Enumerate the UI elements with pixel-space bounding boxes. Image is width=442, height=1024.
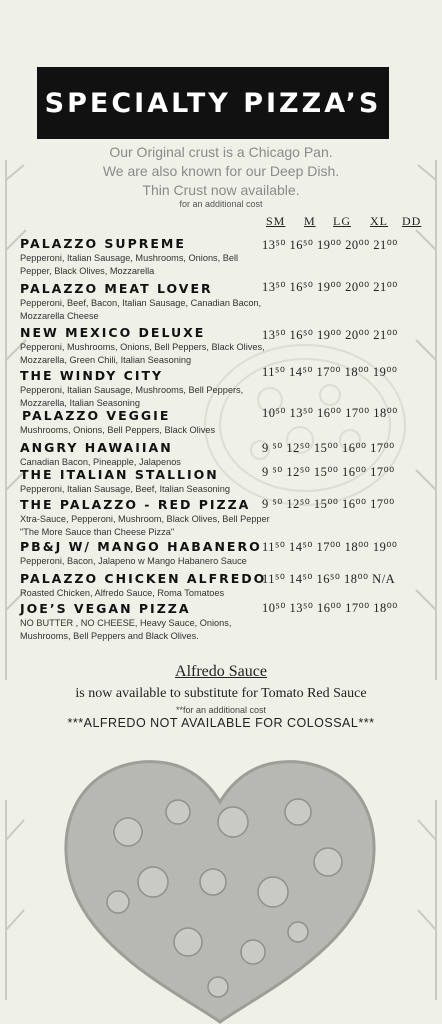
size-header-m: M: [304, 214, 316, 228]
thin-crust-info-line: Thin Crust now available.: [142, 182, 300, 198]
menu-item-prices: 11⁵⁰ 14⁵⁰ 17⁰⁰ 18⁰⁰ 19⁰⁰: [262, 365, 398, 379]
menu-item-prices: 9 ⁵⁰ 12⁵⁰ 15⁰⁰ 16⁰⁰ 17⁰⁰: [262, 465, 395, 479]
menu-item: [20, 539, 272, 568]
size-header-dd: DD: [402, 214, 422, 228]
alfredo-substitute-line: is now available to substitute for Tomato Red Sauce: [75, 686, 367, 701]
menu-item-name: THE WINDY CITY: [20, 368, 164, 383]
branch-right-bottom-decoration: [412, 800, 442, 1000]
menu-item-prices: 9 ⁵⁰ 12⁵⁰ 15⁰⁰ 16⁰⁰ 17⁰⁰: [262, 441, 395, 455]
menu-item: [20, 571, 272, 600]
menu-item-prices: 13⁵⁰ 16⁵⁰ 19⁰⁰ 20⁰⁰ 21⁰⁰: [262, 238, 398, 252]
menu-item-prices: 11⁵⁰ 14⁵⁰ 16⁵⁰ 18⁰⁰ N/A: [262, 572, 396, 586]
menu-item: [20, 236, 272, 278]
size-header-xl: XL: [370, 214, 388, 228]
alfredo-cost-note: **for an additional cost: [175, 705, 267, 715]
page-title: SPECIALTY PIZZA’S: [44, 87, 382, 119]
menu-item-name: NEW MEXICO DELUXE: [20, 325, 206, 340]
menu-item-description: Mushrooms, Onions, Bell Peppers, Black Olives: [20, 425, 216, 435]
menu-item-description: Pepperoni, Beef, Bacon, Italian Sausage, Canadian Bacon, Mozzarella Cheese: [20, 298, 262, 321]
menu-item-description: NO BUTTER , NO CHEESE, Heavy Sauce, Onions, Mushrooms, Bell Peppers and Black Olives.: [20, 618, 232, 641]
thin-crust-cost-note: for an additional cost: [179, 199, 263, 209]
menu-item-description: Canadian Bacon, Pineapple, Jalapenos: [20, 457, 181, 467]
menu-item-description: Pepperoni, Mushrooms, Onions, Bell Peppers, Black Olives, Mozzarella, Green Chili, Italian Seasoning: [20, 342, 265, 365]
page-title-banner: [37, 67, 389, 139]
menu-item: [20, 325, 272, 367]
menu-item-name: PALAZZO VEGGIE: [22, 408, 171, 423]
menu-item-name: JOE’S VEGAN PIZZA: [20, 601, 191, 616]
size-header-lg: LG: [333, 214, 351, 228]
menu-item-prices: 10⁵⁰ 13⁵⁰ 16⁰⁰ 17⁰⁰ 18⁰⁰: [262, 601, 398, 615]
menu-item: [22, 408, 274, 437]
menu-item-prices: 9 ⁵⁰ 12⁵⁰ 15⁰⁰ 16⁰⁰ 17⁰⁰: [262, 497, 395, 511]
size-header-sm: SM: [266, 214, 286, 228]
menu-item: [20, 440, 272, 469]
menu-item: [20, 601, 272, 643]
menu-item-description: Xtra-Sauce, Pepperoni, Mushroom, Black Olives, Bell Pepper "The More Sauce than Cheese Pizza": [20, 514, 286, 537]
branch-left-bottom-decoration: [0, 800, 30, 1000]
menu-item-name: PALAZZO CHICKEN ALFREDO: [20, 571, 267, 586]
menu-item-description: Roasted Chicken, Alfredo Sauce, Roma Tomatoes: [20, 588, 225, 598]
alfredo-colossal-note: ***ALFREDO NOT AVAILABLE FOR COLOSSAL***: [67, 716, 375, 730]
menu-item-name: PALAZZO MEAT LOVER: [20, 281, 213, 296]
menu-item: [20, 368, 272, 410]
crust-info-line: Our Original crust is a Chicago Pan.: [109, 144, 333, 160]
menu-item-prices: 13⁵⁰ 16⁵⁰ 19⁰⁰ 20⁰⁰ 21⁰⁰: [262, 280, 398, 294]
menu-item-name: THE PALAZZO - RED PIZZA: [20, 497, 251, 512]
menu-item-name: THE ITALIAN STALLION: [20, 467, 219, 482]
menu-item-name: PALAZZO SUPREME: [20, 236, 186, 251]
menu-item-description: Pepperoni, Italian Sausage, Mushrooms, Bell Peppers, Mozzarella, Italian Seasoning: [20, 385, 244, 408]
menu-item-prices: 10⁵⁰ 13⁵⁰ 16⁰⁰ 17⁰⁰ 18⁰⁰: [262, 406, 398, 420]
deep-dish-info-line: We are also known for our Deep Dish.: [102, 163, 340, 179]
menu-item: [20, 467, 272, 496]
heart-pizza-illustration: [58, 752, 382, 1024]
menu-item-name: ANGRY HAWAIIAN: [20, 440, 173, 455]
menu-item: [20, 497, 286, 539]
menu-item-prices: 11⁵⁰ 14⁵⁰ 17⁰⁰ 18⁰⁰ 19⁰⁰: [262, 540, 398, 554]
menu-item-name: PB&J W/ MANGO HABANERO: [20, 539, 262, 554]
menu-item-description: Pepperoni, Italian Sausage, Beef, Italian Seasoning: [20, 484, 230, 494]
alfredo-sauce-title: Alfredo Sauce: [175, 663, 267, 680]
menu-item-description: Pepperoni, Italian Sausage, Mushrooms, Onions, Bell Pepper, Black Olives, Mozzarella: [20, 253, 239, 276]
menu-item-prices: 13⁵⁰ 16⁵⁰ 19⁰⁰ 20⁰⁰ 21⁰⁰: [262, 328, 398, 342]
menu-item: [20, 281, 272, 323]
menu-item-description: Pepperoni, Bacon, Jalapeno w Mango Habanero Sauce: [20, 556, 247, 566]
